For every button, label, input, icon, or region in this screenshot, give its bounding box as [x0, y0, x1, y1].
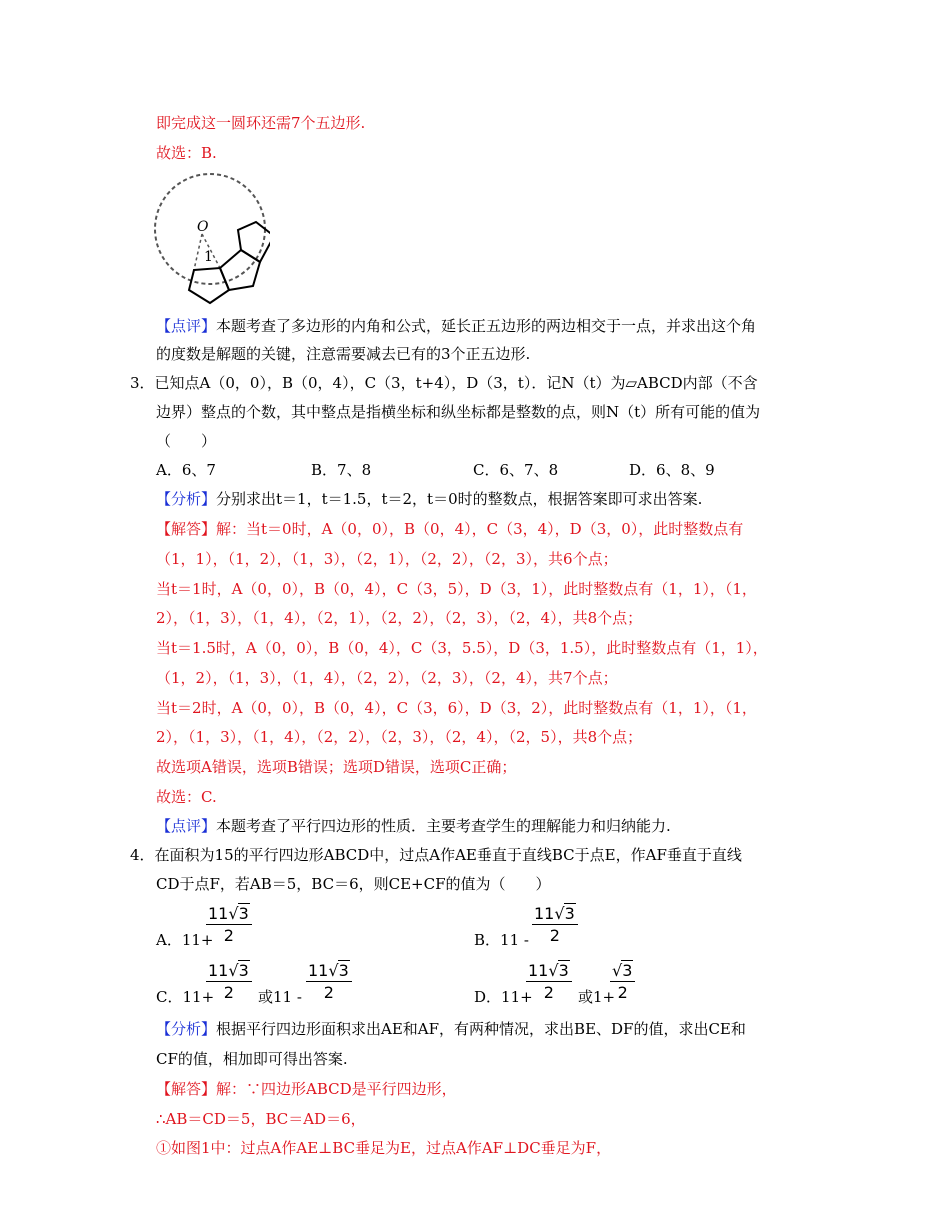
q4-solution-line3: ①如图1中：过点A作AE⊥BC垂足为E，过点A作AF⊥DC垂足为F， — [156, 1139, 612, 1157]
q3-review: 【点评】本题考查了平行四边形的性质．主要考查学生的理解能力和归纳能力. — [156, 817, 671, 835]
q3-option-c: C．6、7、8 — [473, 461, 559, 479]
dashed-ray-left — [194, 234, 202, 270]
q3-solution-line6: （1，2），（1，3），（1，4），（2，2），（2，3），（2，4），共7个点； — [156, 669, 618, 687]
q4-option-b-label: B．11 - — [474, 931, 529, 949]
q3-solution-line3: 当t＝1时，A（0，0），B（0，4），C（3，5），D（3，1），此时整数点有（1，1），（1， — [156, 580, 757, 598]
q4-analysis-line1: 【分析】根据平行四边形面积求出AE和AF，有两种情况，求出BE、DF的值，求出CE和 — [156, 1020, 746, 1038]
q3-solution-line2: （1，1），（1，2），（1，3），（2，1），（2，2），（2，3），共6个点； — [156, 550, 618, 568]
review2-line2: 的度数是解题的关键，注意需要减去已有的3个正五边形. — [156, 345, 531, 363]
q4-solution-line1: 【解答】解：∵四边形ABCD是平行四边形， — [156, 1080, 457, 1098]
q3-option-b: B．7、8 — [311, 461, 372, 479]
review-tag: 【点评】 — [156, 317, 217, 335]
q4-stem-line2: CD于点F，若AB＝5，BC＝6，则CE+CF的值为（ ） — [156, 875, 551, 893]
q4-option-c-mid: 或11 - — [258, 988, 302, 1006]
q3-solution-line1: 【解答】解：当t＝0时，A（0，0），B（0，4），C（3，4），D（3，0），此时整数点有 — [156, 520, 744, 538]
q3-solution-line4: 2），（1，3），（1，4），（2，1），（2，2），（2，3），（2，4），共8个点； — [156, 609, 643, 627]
q3-analysis: 【分析】分别求出t＝1，t＝1.5，t＝2，t＝0时的整数点，根据答案即可求出答案. — [156, 490, 703, 508]
q3-solution-line5: 当t＝1.5时，A（0，0），B（0，4），C（3，5.5），D（3，1.5），此时整数点有（1，1）， — [156, 639, 768, 657]
label-angle-1: 1 — [204, 249, 213, 265]
q4-option-a-fraction: $\frac{11√3}{2}$ — [206, 903, 252, 945]
q4-option-d-mid: 或1+ — [578, 988, 616, 1006]
pentagon-3 — [238, 222, 270, 262]
q4-option-d-label: D．11+ — [474, 988, 533, 1006]
q4-option-d-fraction2: $\frac{√3}{2}$ — [610, 960, 635, 1002]
q4-option-c-fraction2: $\frac{11√3}{2}$ — [306, 960, 352, 1002]
prev-answer-line2: 故选：B. — [156, 144, 217, 162]
q3-option-a: A．6、7 — [156, 461, 216, 479]
q3-solution-line7: 当t＝2时，A（0，0），B（0，4），C（3，6），D（3，2），此时整数点有（1，1），（1， — [156, 699, 757, 717]
pentagon-ring-figure — [150, 168, 270, 308]
review2-line1: 【点评】本题考查了多边形的内角和公式，延长正五边形的两边相交于一点，并求出这个角 — [156, 317, 757, 335]
q4-option-d-fraction1: $\frac{11√3}{2}$ — [526, 960, 572, 1002]
q4-analysis-line2: CF的值，相加即可得出答案. — [156, 1050, 348, 1068]
q4-option-a-label: A．11+ — [156, 931, 214, 949]
q3-option-d: D．6、8、9 — [629, 461, 715, 479]
q3-solution-line8: 2），（1，3），（1，4），（2，2），（2，3），（2，4），（2，5），共8个点； — [156, 728, 643, 746]
dashed-circle — [155, 174, 265, 284]
q4-stem-line1: 4．在面积为15的平行四边形ABCD中，过点A作AE垂直于直线BC于点E，作AF垂直于直线 — [130, 846, 742, 864]
q3-stem-line1: 3．已知点A（0，0），B（0，4），C（3，t+4），D（3，t）．记N（t）为▱ABCD内部（不含 — [130, 374, 758, 392]
q3-stem-line3: （ ） — [156, 432, 217, 450]
q3-stem-line2: 边界）整点的个数，其中整点是指横坐标和纵坐标都是整数的点，则N（t）所有可能的值为 — [156, 403, 761, 421]
pentagon-2 — [220, 250, 260, 290]
q4-option-c-fraction1: $\frac{11√3}{2}$ — [206, 960, 252, 1002]
q4-option-c-label: C．11+ — [156, 988, 215, 1006]
label-o: O — [197, 219, 209, 235]
q4-option-b-fraction: $\frac{11√3}{2}$ — [532, 903, 578, 945]
q3-solution-line9: 故选项A错误，选项B错误；选项D错误，选项C正确； — [156, 758, 517, 776]
q4-solution-line2: ∴AB＝CD＝5，BC＝AD＝6， — [156, 1110, 366, 1128]
prev-answer-line1: 即完成这一圆环还需7个五边形. — [156, 114, 366, 132]
q3-solution-line10: 故选：C. — [156, 788, 217, 806]
